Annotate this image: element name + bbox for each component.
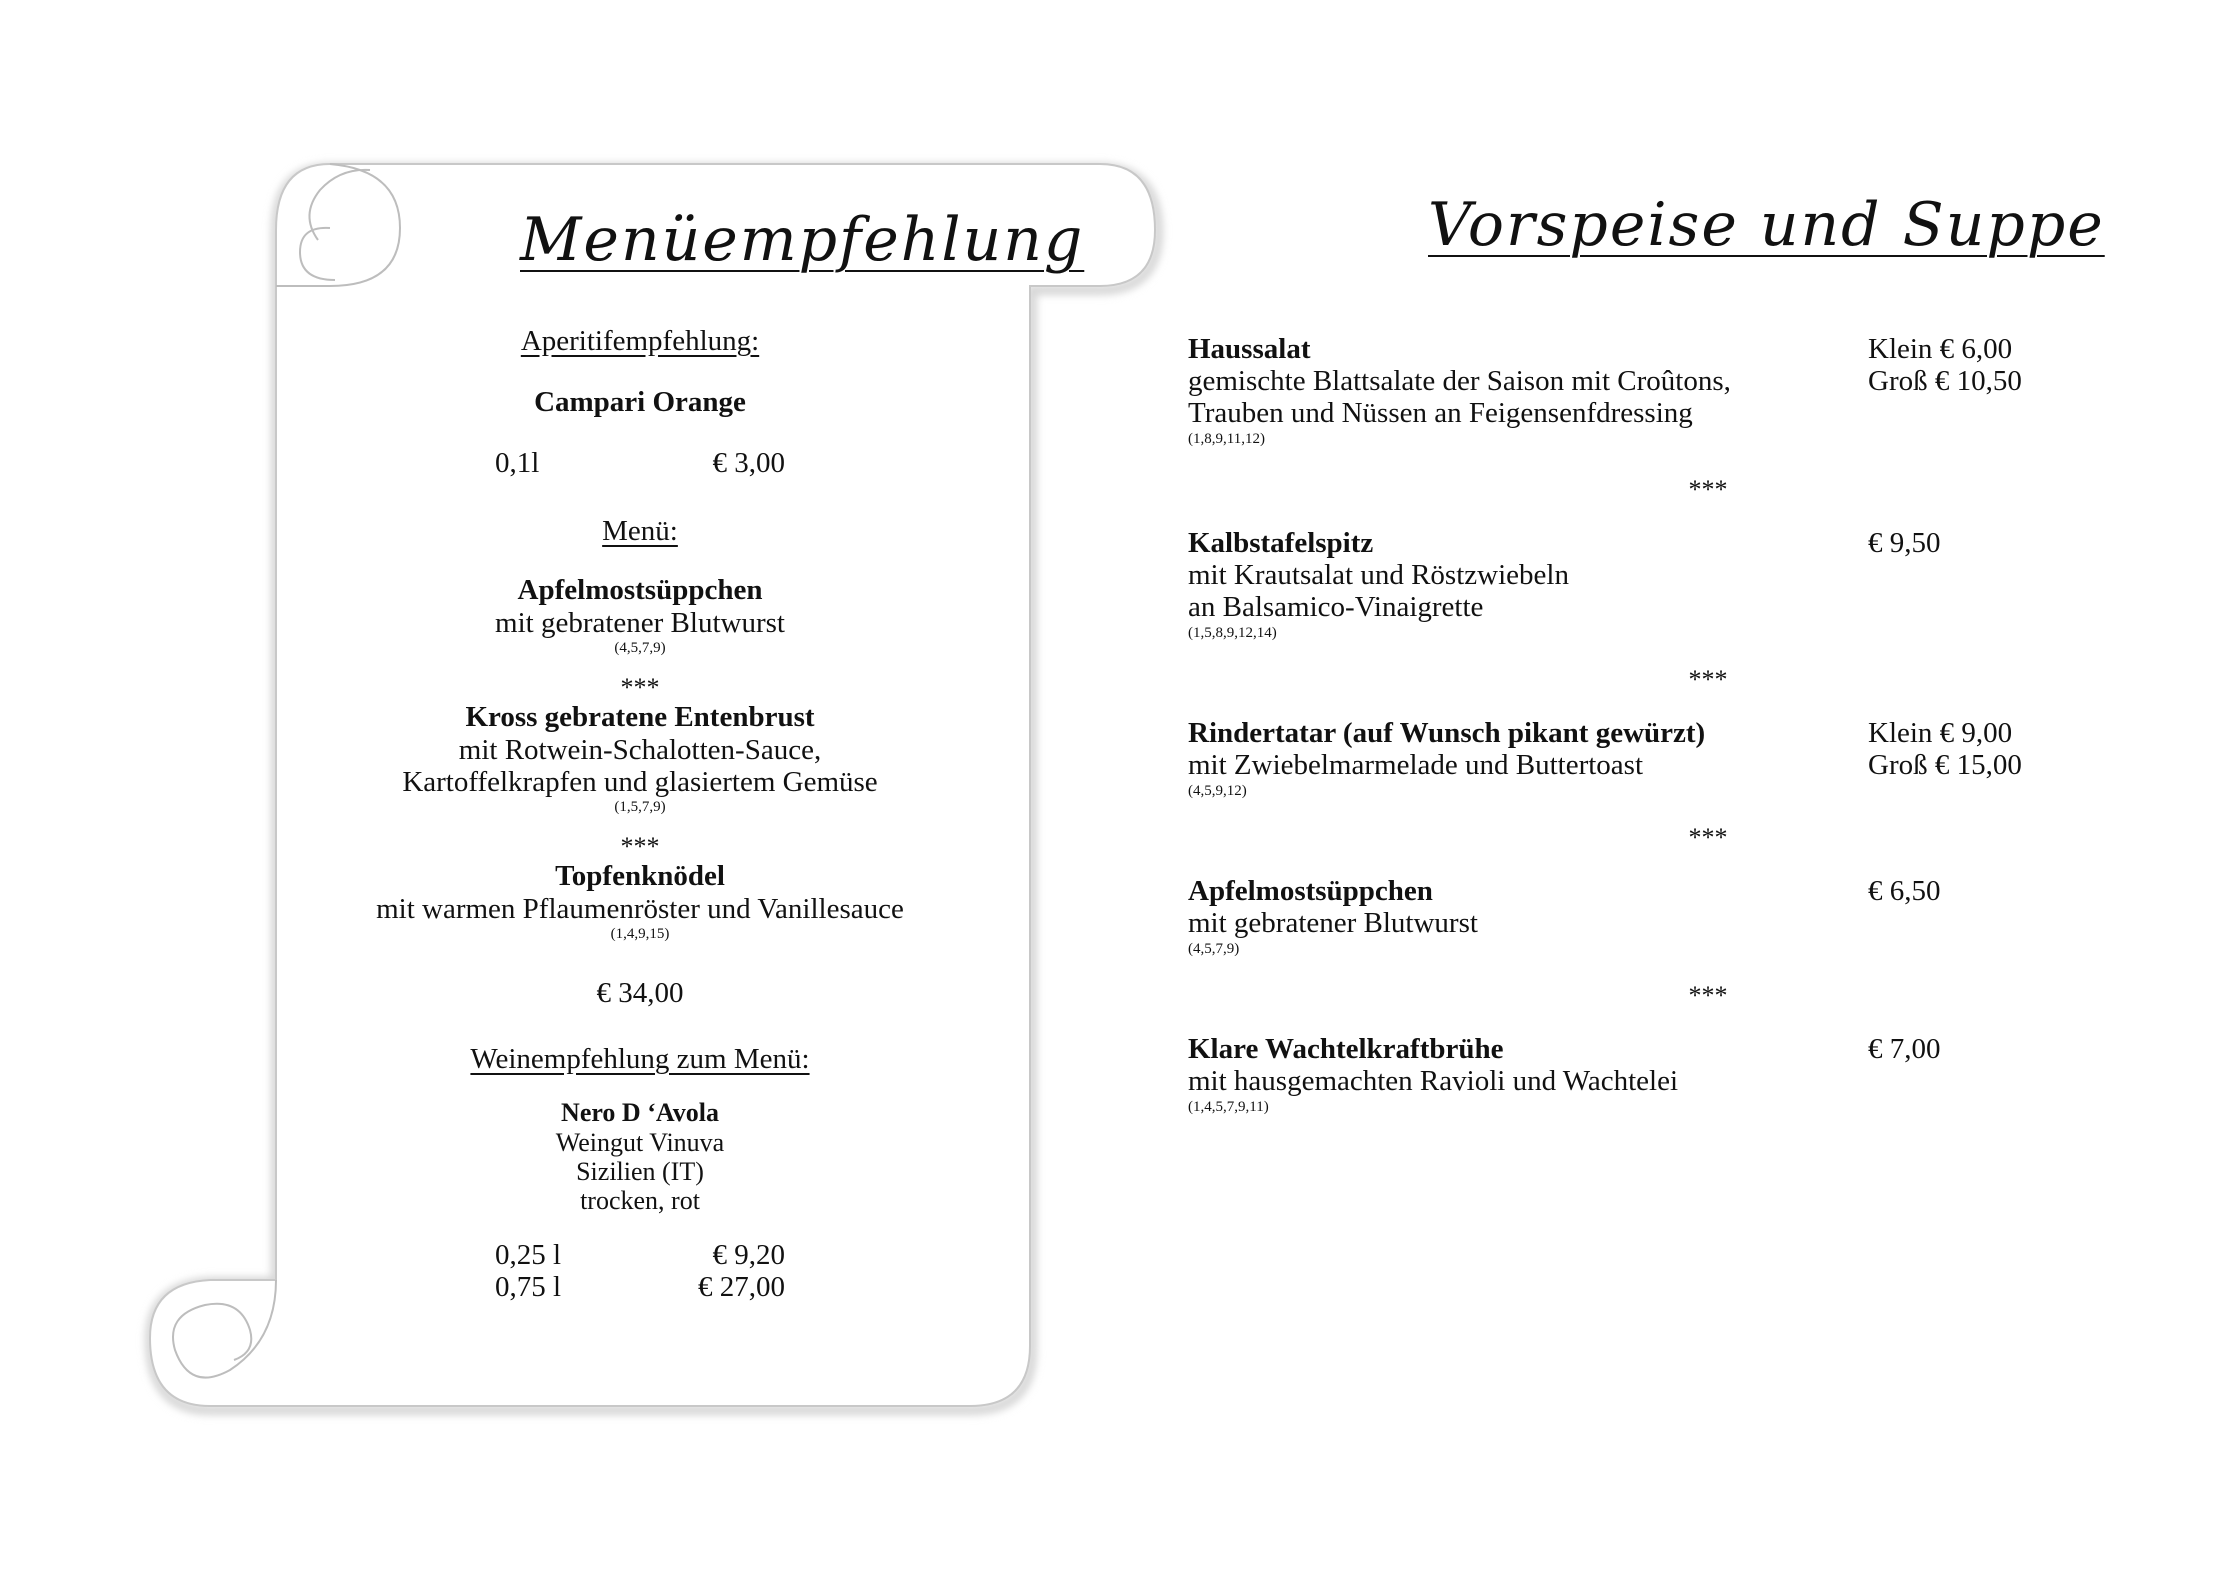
dish-name: Kalbstafelspitz xyxy=(1188,527,1374,559)
menu-heading: Menü: xyxy=(602,515,678,547)
course-description-2: Kartoffelkrapfen und glasiertem Gemüse xyxy=(402,766,878,798)
course-allergens: (4,5,7,9) xyxy=(614,640,666,656)
wine-price-row xyxy=(295,1271,985,1303)
aperitif-heading: Aperitifempfehlung: xyxy=(520,325,760,357)
separator: *** xyxy=(1688,475,1728,504)
dish-allergens: (1,4,5,7,9,11) xyxy=(1188,1099,1269,1115)
dish-name: Rindertatar (auf Wunsch pikant gewürzt) xyxy=(1188,717,1706,749)
course-name: Kross gebratene Entenbrust xyxy=(465,701,815,733)
dish-item xyxy=(1188,875,2068,959)
wine-region: Sizilien (IT) xyxy=(576,1157,704,1186)
course-allergens: (1,4,9,15) xyxy=(610,926,670,942)
dish-item xyxy=(1188,1033,2068,1117)
dish-description: Trauben und Nüssen an Feigensenfdressing xyxy=(1188,397,1693,429)
dish-item xyxy=(1188,527,2068,643)
dish-description: mit gebratener Blutwurst xyxy=(1188,907,1478,939)
wine-style: trocken, rot xyxy=(580,1186,700,1215)
dish-allergens: (1,8,9,11,12) xyxy=(1188,431,1265,447)
separator: *** xyxy=(1688,981,1728,1010)
aperitif-name: Campari Orange xyxy=(534,386,746,418)
course-name: Apfelmostsüppchen xyxy=(517,574,763,606)
dish-price: Klein € 9,00 xyxy=(1868,717,2013,749)
dish-description: mit hausgemachten Ravioli und Wachtelei xyxy=(1188,1065,1678,1097)
dish-description: mit Zwiebelmarmelade und Buttertoast xyxy=(1188,749,1644,781)
aperitif-price-row xyxy=(295,447,985,479)
dish-name: Apfelmostsüppchen xyxy=(1188,875,1433,907)
dish-price: € 9,50 xyxy=(1868,527,1941,559)
menu-recommendation-panel xyxy=(295,325,985,1303)
menu-price: € 34,00 xyxy=(596,977,684,1009)
wine-price: € 9,20 xyxy=(712,1239,785,1271)
wine-heading: Weinempfehlung zum Menü: xyxy=(470,1043,810,1075)
dish-description: an Balsamico-Vinaigrette xyxy=(1188,591,1484,623)
dish-allergens: (4,5,9,12) xyxy=(1188,783,1247,799)
course-description: mit Rotwein-Schalotten-Sauce, xyxy=(458,734,822,766)
dish-name: Klare Wachtelkraftbrühe xyxy=(1188,1033,1504,1065)
dish-description: gemischte Blattsalate der Saison mit Croûtons, xyxy=(1188,365,1731,397)
dish-description: mit Krautsalat und Röstzwiebeln xyxy=(1188,559,1569,591)
wine-quantity: 0,25 l xyxy=(495,1239,562,1271)
dish-name: Haussalat xyxy=(1188,333,1311,365)
dish-price: Groß € 15,00 xyxy=(1868,749,2022,781)
separator: *** xyxy=(1688,823,1728,852)
course-2 xyxy=(295,701,985,816)
course-3 xyxy=(295,860,985,943)
aperitif-quantity: 0,1l xyxy=(495,447,540,479)
wine-quantity: 0,75 l xyxy=(495,1271,562,1303)
course-description: mit gebratener Blutwurst xyxy=(495,607,785,639)
dish-allergens: (1,5,8,9,12,14) xyxy=(1188,625,1277,641)
wine-price-row xyxy=(295,1239,985,1271)
course-name: Topfenknödel xyxy=(555,860,725,892)
wine-winery: Weingut Vinuva xyxy=(555,1128,725,1157)
course-1 xyxy=(295,574,985,657)
separator: *** xyxy=(620,673,660,702)
dish-allergens: (4,5,7,9) xyxy=(1188,941,1240,957)
separator: *** xyxy=(620,832,660,861)
starters-soup-title: Vorspeise und Suppe xyxy=(1428,190,2105,260)
dish-price: € 6,50 xyxy=(1868,875,1941,907)
course-description: mit warmen Pflaumenröster und Vanillesauce xyxy=(376,893,904,925)
separator: *** xyxy=(1688,665,1728,694)
dish-price: Groß € 10,50 xyxy=(1868,365,2022,397)
dish-item xyxy=(1188,717,2068,801)
starters-list xyxy=(1188,333,2068,1117)
dish-price: Klein € 6,00 xyxy=(1868,333,2013,365)
aperitif-price: € 3,00 xyxy=(712,447,785,479)
wine-price: € 27,00 xyxy=(698,1271,785,1303)
course-allergens: (1,5,7,9) xyxy=(614,799,666,815)
dish-item xyxy=(1188,333,2068,449)
menu-recommendation-title: Menüempfehlung xyxy=(520,205,1085,275)
dish-price: € 7,00 xyxy=(1868,1033,1941,1065)
wine-name: Nero D ‘Avola xyxy=(561,1098,719,1127)
